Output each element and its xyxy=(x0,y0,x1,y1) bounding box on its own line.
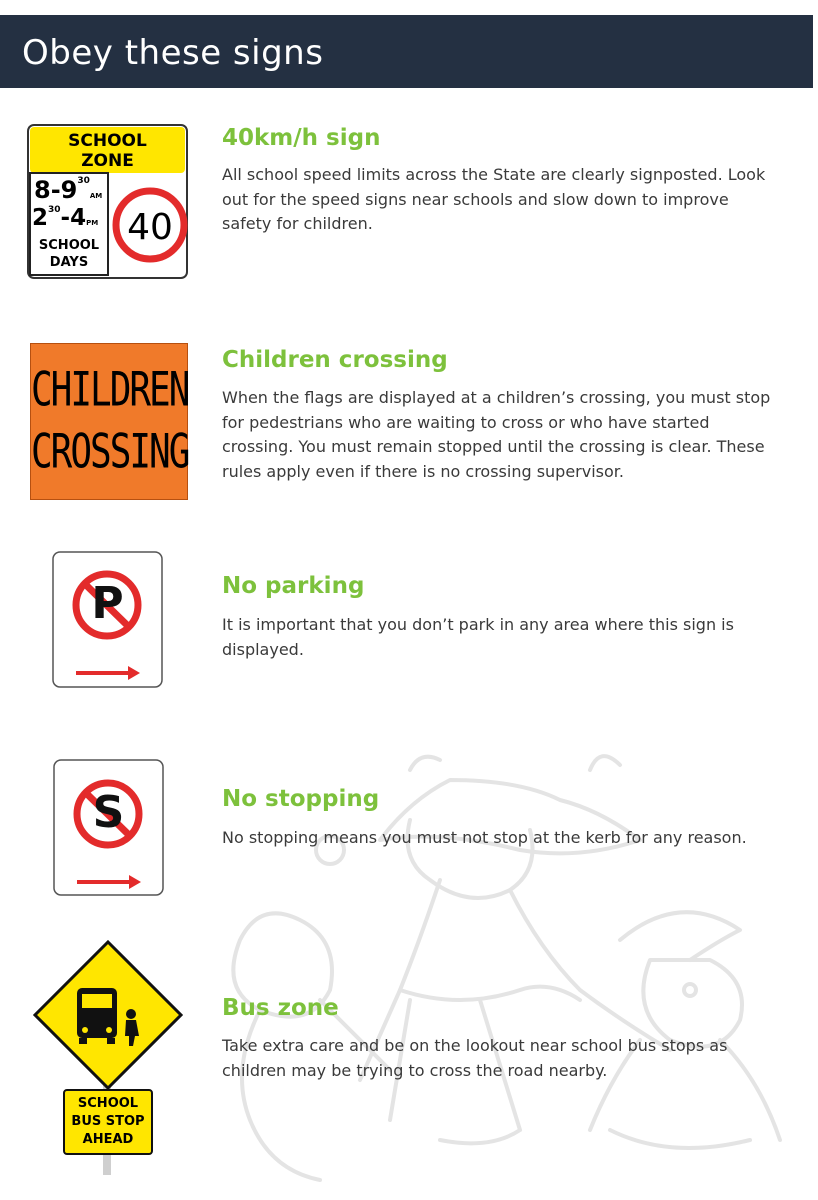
no-parking-letter: P xyxy=(91,578,124,629)
heading-children-crossing: Children crossing xyxy=(222,347,448,373)
sign-time1-ampm: AM xyxy=(89,192,103,200)
heading-bus-zone: Bus zone xyxy=(222,995,339,1021)
bus-sign-line1: SCHOOL xyxy=(77,1096,139,1111)
body-40kmh: All school speed limits across the State are clearly signposted. Look out for the speed signs near schools and slow down to improve safety for children. xyxy=(222,165,766,233)
bus-zone-sign xyxy=(33,940,183,1175)
heading-no-stopping: No stopping xyxy=(222,786,380,812)
heading-40kmh: 40km/h sign xyxy=(222,125,381,151)
heading-no-parking: No parking xyxy=(222,573,365,599)
sign-time1-sup: 30 xyxy=(77,176,90,186)
sign-time-line2 xyxy=(32,205,98,231)
page-title: Obey these signs xyxy=(22,33,324,73)
body-no-parking: It is important that you don’t park in any area where this sign is displayed. xyxy=(222,615,734,659)
sign-time2-sup: 30 xyxy=(48,205,61,215)
sign-time2: 2 xyxy=(32,205,49,231)
bus-sign-line3: AHEAD xyxy=(82,1132,134,1147)
sign-days-line2: DAYS xyxy=(49,255,89,270)
crossing-sign-line1: CHILDREN xyxy=(31,363,189,418)
body-no-stopping: No stopping means you must not stop at the kerb for any reason. xyxy=(222,828,747,847)
sign-days-line1: SCHOOL xyxy=(38,238,100,253)
body-children-crossing: When the flags are displayed at a children’s crossing, you must stop for pedestrians who are waiting to cross or who have started crossing. You must remain stopped until the crossing is clear. These rules apply even if there is no crossing supervisor. xyxy=(222,388,771,481)
sign-time2-ampm: PM xyxy=(86,219,99,227)
sign-top-line2: ZONE xyxy=(81,151,134,171)
sign-top-line1: SCHOOL xyxy=(68,131,147,151)
sign-time1: 8-9 xyxy=(34,176,78,204)
bus-sign-line2: BUS STOP xyxy=(71,1114,145,1129)
children-crossing-sign xyxy=(30,343,188,500)
speed-limit-number: 40 xyxy=(127,207,173,248)
body-bus-zone: Take extra care and be on the lookout near school bus stops as children may be trying to cross the road nearby. xyxy=(222,1036,728,1080)
crossing-sign-line2: CROSSING xyxy=(31,425,189,480)
no-stopping-sign xyxy=(53,759,164,896)
no-stopping-letter: S xyxy=(92,787,125,838)
page-header xyxy=(0,15,813,88)
sign-time-line1 xyxy=(34,176,102,204)
sign-time2-b: -4 xyxy=(60,205,87,231)
no-parking-sign xyxy=(52,551,163,688)
school-zone-40-sign xyxy=(27,124,188,279)
